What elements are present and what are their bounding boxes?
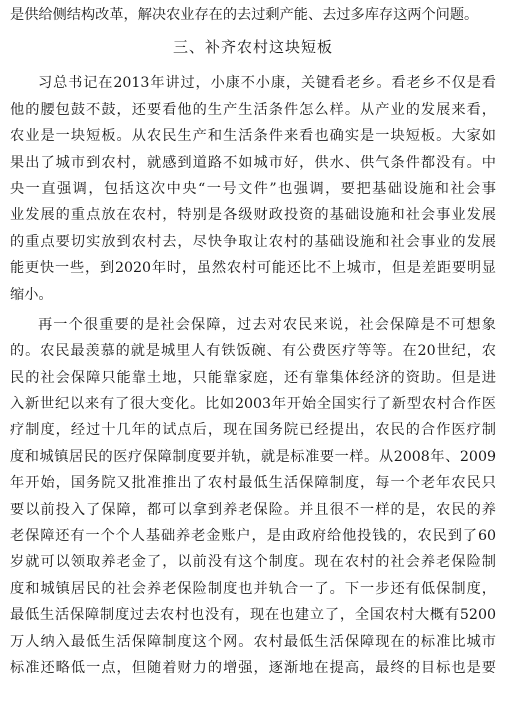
text-line: 要以前投入了保障，都可以拿到养老保险。并且很不一样的是，农民的养 — [10, 501, 496, 518]
text-line: 再一个很重要的是社会保障，过去对农民来说，社会保障是不可想象 — [38, 316, 496, 333]
text-line: 是供给侧结构改革，解决农业存在的去过剩产能、去过多库存这两个问题。 — [10, 7, 479, 23]
text-line: 度和城镇居民的社会养老保险制度也并轨合一了。下一步还有低保制度， — [10, 580, 496, 597]
text-line: 万人纳入最低生活保障制度这个网。农村最低生活保障现在的标准比城市 — [10, 633, 496, 650]
text-line: 央一直强调，包括这次中央“一号文件”也强调，要把基础设施和社会事 — [10, 180, 496, 197]
text-line: 老保障还有一个个人基础养老金账户，是由政府给他投钱的，农民到了60 — [10, 528, 496, 545]
text-line: 的重点要切实放到农村去，尽快争取让农村的基础设施和社会事业的发展 — [10, 233, 496, 250]
section-heading: 三、补齐农村这块短板 — [172, 38, 333, 57]
text-line: 度和城镇居民的医疗保障制度要并轨，就是标准要一样。从2008年、2009 — [10, 448, 496, 465]
text-line: 民的社会保障只能靠土地，只能靠家庭，还有靠集体经济的资助。但是进 — [10, 369, 496, 386]
text-line: 入新世纪以来有了很大变化。比如2003年开始全国实行了新型农村合作医 — [10, 396, 496, 413]
text-line: 最低生活保障制度过去农村也没有，现在也建立了，全国农村大概有5200 — [10, 607, 496, 624]
text-line: 标准还略低一点，但随着财力的增强，逐渐地在提高，最终的目标也是要 — [10, 659, 496, 676]
text-line: 的。农民最羡慕的就是城里人有铁饭碗、有公费医疗等等。在20世纪，农 — [10, 343, 496, 360]
text-line: 岁就可以领取养老金了，以前没有这个制度。现在农村的社会养老保险制 — [10, 554, 496, 571]
text-line: 习总书记在2013年讲过，小康不小康，关键看老乡。看老乡不仅是看 — [38, 75, 496, 92]
text-line: 疗制度，经过十几年的试点后，现在国务院已经提出，农民的合作医疗制 — [10, 422, 496, 439]
text-line: 能更快一些，到2020年时，虽然农村可能还比不上城市，但是差距要明显 — [10, 260, 496, 277]
text-line: 业发展的重点放在农村，特别是各级财政投资的基础设施和社会事业发展 — [10, 207, 496, 224]
paragraph-1 — [10, 70, 496, 308]
text-line: 果出了城市到农村，就感到道路不如城市好，供水、供气条件都没有。中 — [10, 154, 496, 171]
text-line: 缩小。 — [10, 286, 53, 303]
document-page — [10, 0, 496, 681]
text-line: 农业是一块短板。从农民生产和生活条件来看也确实是一块短板。大家如 — [10, 128, 496, 145]
text-line: 年开始，国务院又批准推出了农村最低生活保障制度，每一个老年农民只 — [10, 475, 496, 492]
text-line: 他的腰包鼓不鼓，还要看他的生产生活条件怎么样。从产业的发展来看， — [10, 101, 496, 118]
paragraph-2 — [10, 312, 496, 681]
